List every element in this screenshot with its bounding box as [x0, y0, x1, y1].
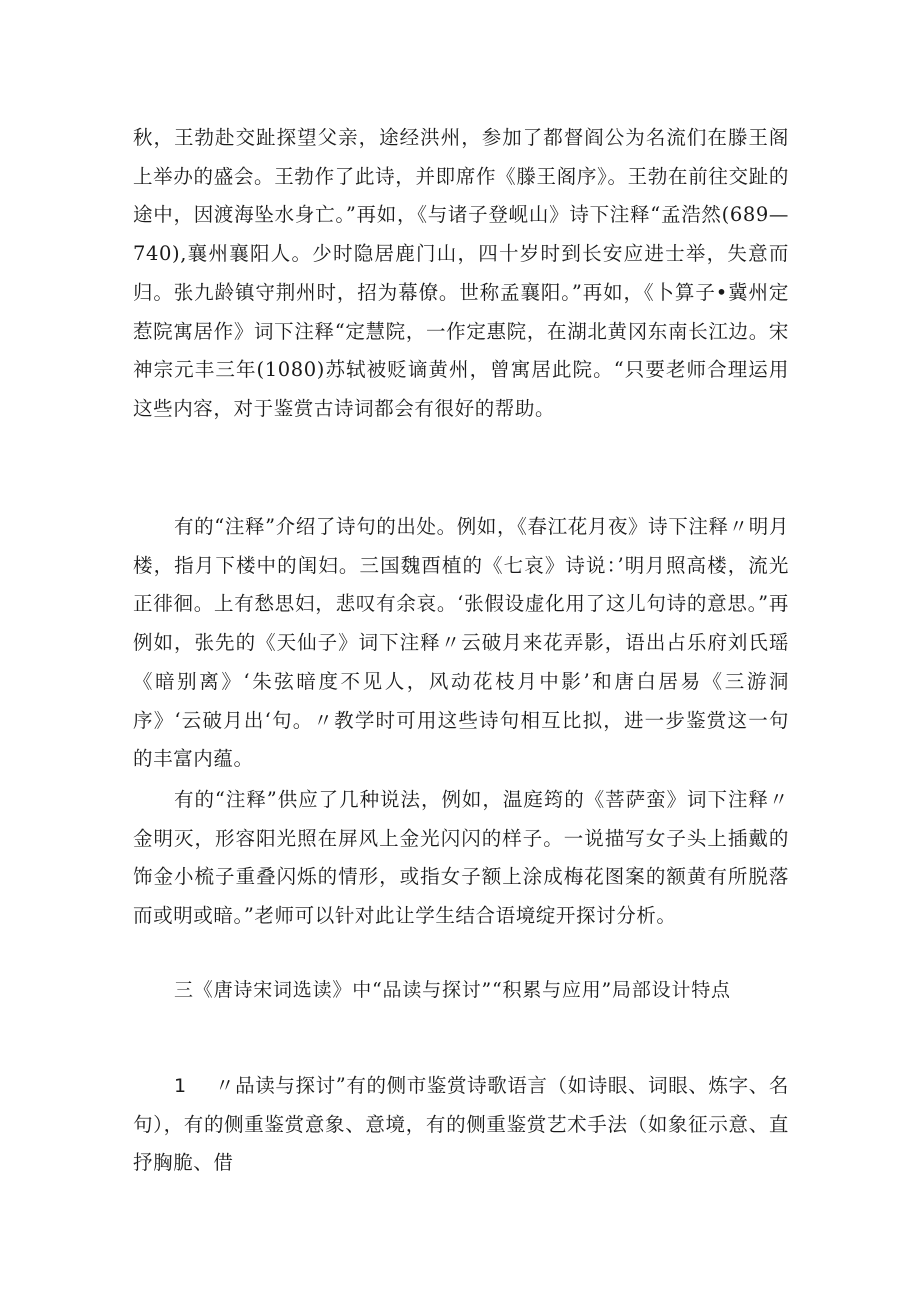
paragraph-2: 有的“注释”介绍了诗句的出处。例如，《春江花月夜》诗下注释〃明月楼，指月下楼中的闺妇。三国魏酉植的《七哀》诗说：’明月照高楼，流光正徘徊。上有愁思妇，悲叹有余哀。‘张假设虚化用了这儿句诗的意思。”再例如，张先的《天仙子》词下注释〃云破月来花弄影，语出占乐府刘氏瑶《暗别离》‘朱弦暗度不见人，风动花枝月中影’和唐白居易《三游洞序》‘云破月出‘句。〃教学时可用这些诗句相互比拟，进一步鉴赏这一句的丰富内蕴。 [133, 515, 789, 771]
item-number: 1 [174, 1075, 187, 1097]
section-heading: 三《唐诗宋词选读》中“品读与探讨”“积累与应用”局部设计特点 [174, 979, 731, 1001]
paragraph-1: 秋，王勃赴交趾探望父亲，途经洪州，参加了都督阎公为名流们在滕王阁上举办的盛会。王勃作了此诗，并即席作《滕王阁序》。王勃在前往交趾的途中，因渡海坠水身亡。”再如，《与诸子登岘山》诗下注释“孟浩然(689—740),襄州襄阳人。少时隐居鹿门山，四十岁时到长安应进士举，失意而归。张九龄镇守荆州时，招为幕僚。世称孟襄阳。”再如，《卜算子•冀州定惹院寓居作》词下注释“定慧院，一作定惠院，在湖北黄冈东南长江边。宋神宗元丰三年(1080)苏轼被贬谪黄州，曾寓居此院。“只要老师合理运用这些内容，对于鉴赏古诗词都会有很好的帮助。 [133, 126, 789, 420]
paragraph-4 [133, 1067, 789, 1183]
item-text: 〃品读与探讨”有的侧市鉴赏诗歌语言（如诗眼、词眼、炼字、名句），有的侧重鉴赏意象、意境，有的侧重鉴赏艺术手法（如象征示意、直抒胸脆、借 [133, 1074, 789, 1175]
paragraph-3: 有的“注释”供应了几种说法，例如，温庭筠的《菩萨蛮》词下注释〃金明灭，形容阳光照在屏风上金光闪闪的样子。一说描写女子头上插戴的饰金小梳子重叠闪烁的情形，或指女子额上涂成梅花图案的额黄有所脱落而或明或暗。”老师可以针对此让学生结合语境绽开探讨分析。 [133, 788, 789, 928]
